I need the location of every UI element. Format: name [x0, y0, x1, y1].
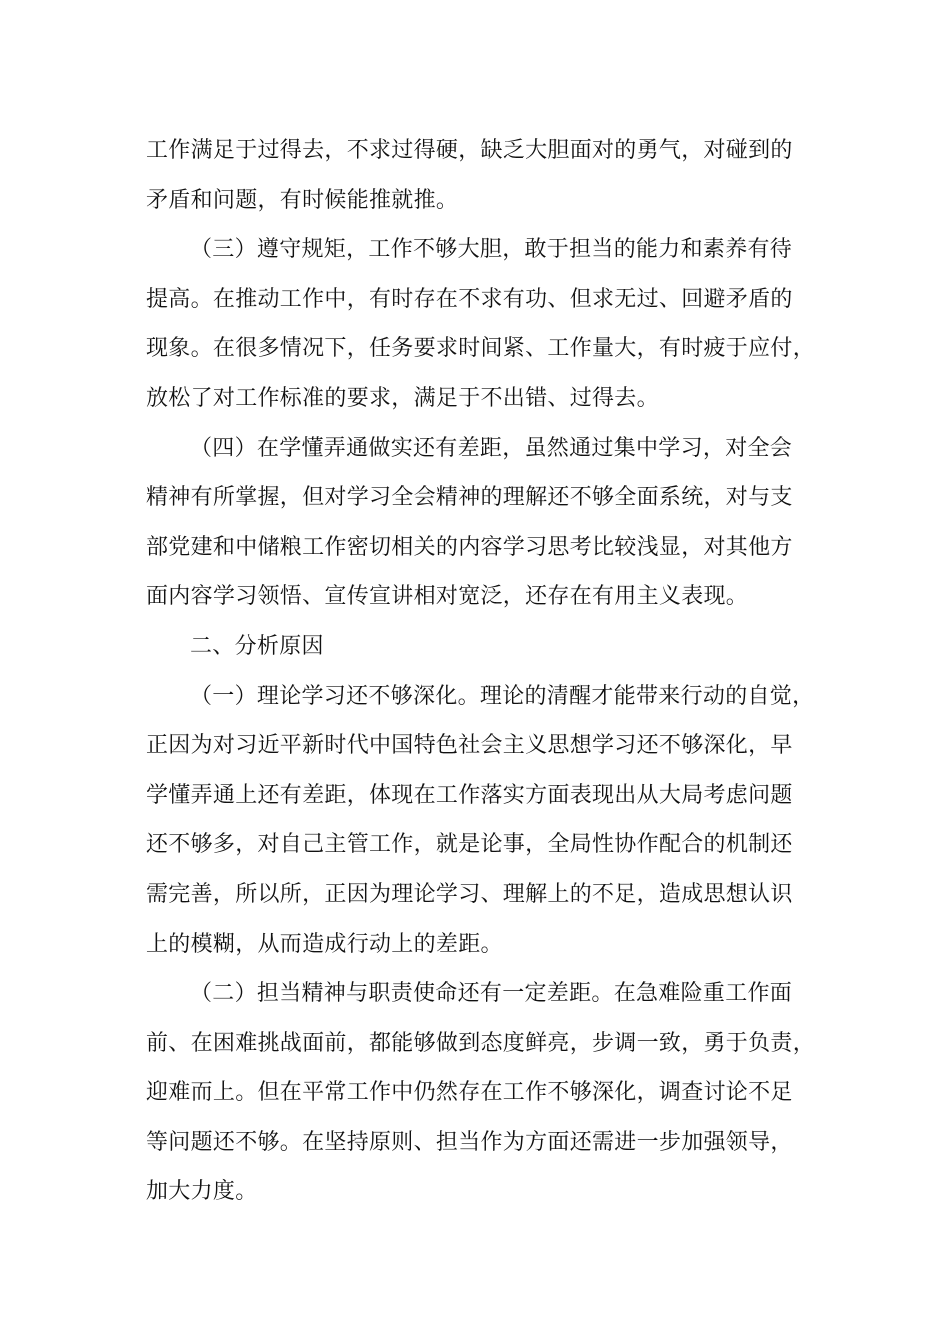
text-line: 工作满足于过得去，不求过得硬，缺乏大胆面对的勇气，对碰到的 [146, 138, 793, 163]
document-body [146, 126, 836, 1217]
paragraph-reason-two [146, 969, 836, 1217]
paragraph-reason-one [146, 672, 836, 970]
paragraph-continued [146, 126, 836, 225]
text-line: 现象。在很多情况下，任务要求时间紧、工作量大，有时疲于应付， [146, 336, 816, 362]
paragraph-point-four [146, 424, 836, 622]
text-line: 正因为对习近平新时代中国特色社会主义思想学习还不够深化，早 [146, 733, 793, 759]
text-line: 等问题还不够。在坚持原则、担当作为方面还需进一步加强领导， [146, 1129, 793, 1155]
text-line: 学懂弄通上还有差距，体现在工作落实方面表现出从大局考虑问题 [146, 782, 793, 808]
text-line: 还不够多，对自己主管工作，就是论事，全局性协作配合的机制还 [146, 832, 793, 858]
text-line: 矛盾和问题，有时候能推就推。 [146, 187, 459, 213]
text-line: （三）遵守规矩，工作不够大胆，敢于担当的能力和素养有待 [190, 237, 793, 263]
text-line: 面内容学习领悟、宣传宣讲相对宽泛，还存在有用主义表现。 [146, 584, 749, 610]
text-line: 前、在困难挑战面前，都能够做到态度鲜亮，步调一致，勇于负责， [146, 1030, 816, 1056]
text-line: （四）在学懂弄通做实还有差距，虽然通过集中学习，对全会 [190, 435, 793, 461]
heading-line: 二、分析原因 [190, 633, 324, 659]
text-line: 加大力度。 [146, 1179, 258, 1205]
text-line: （二）担当精神与职责使命还有一定差距。在急难险重工作面 [190, 981, 793, 1007]
text-line: 迎难而上。但在平常工作中仍然存在工作不够深化，调查讨论不足 [146, 1080, 793, 1106]
text-line: 需完善，所以所，正因为理论学习、理解上的不足，造成思想认识 [146, 881, 793, 907]
paragraph-point-three [146, 225, 836, 423]
text-line: 精神有所掌握，但对学习全会精神的理解还不够全面系统，对与支 [146, 485, 793, 511]
text-line: 放松了对工作标准的要求，满足于不出错、过得去。 [146, 385, 659, 411]
text-line: （一）理论学习还不够深化。理论的清醒才能带来行动的自觉， [190, 683, 815, 709]
section-heading [146, 622, 836, 672]
text-line: 上的模糊，从而造成行动上的差距。 [146, 931, 503, 957]
text-line: 部党建和中储粮工作密切相关的内容学习思考比较浅显，对其他方 [146, 534, 793, 560]
text-line: 提高。在推动工作中，有时存在不求有功、但求无过、回避矛盾的 [146, 286, 793, 312]
